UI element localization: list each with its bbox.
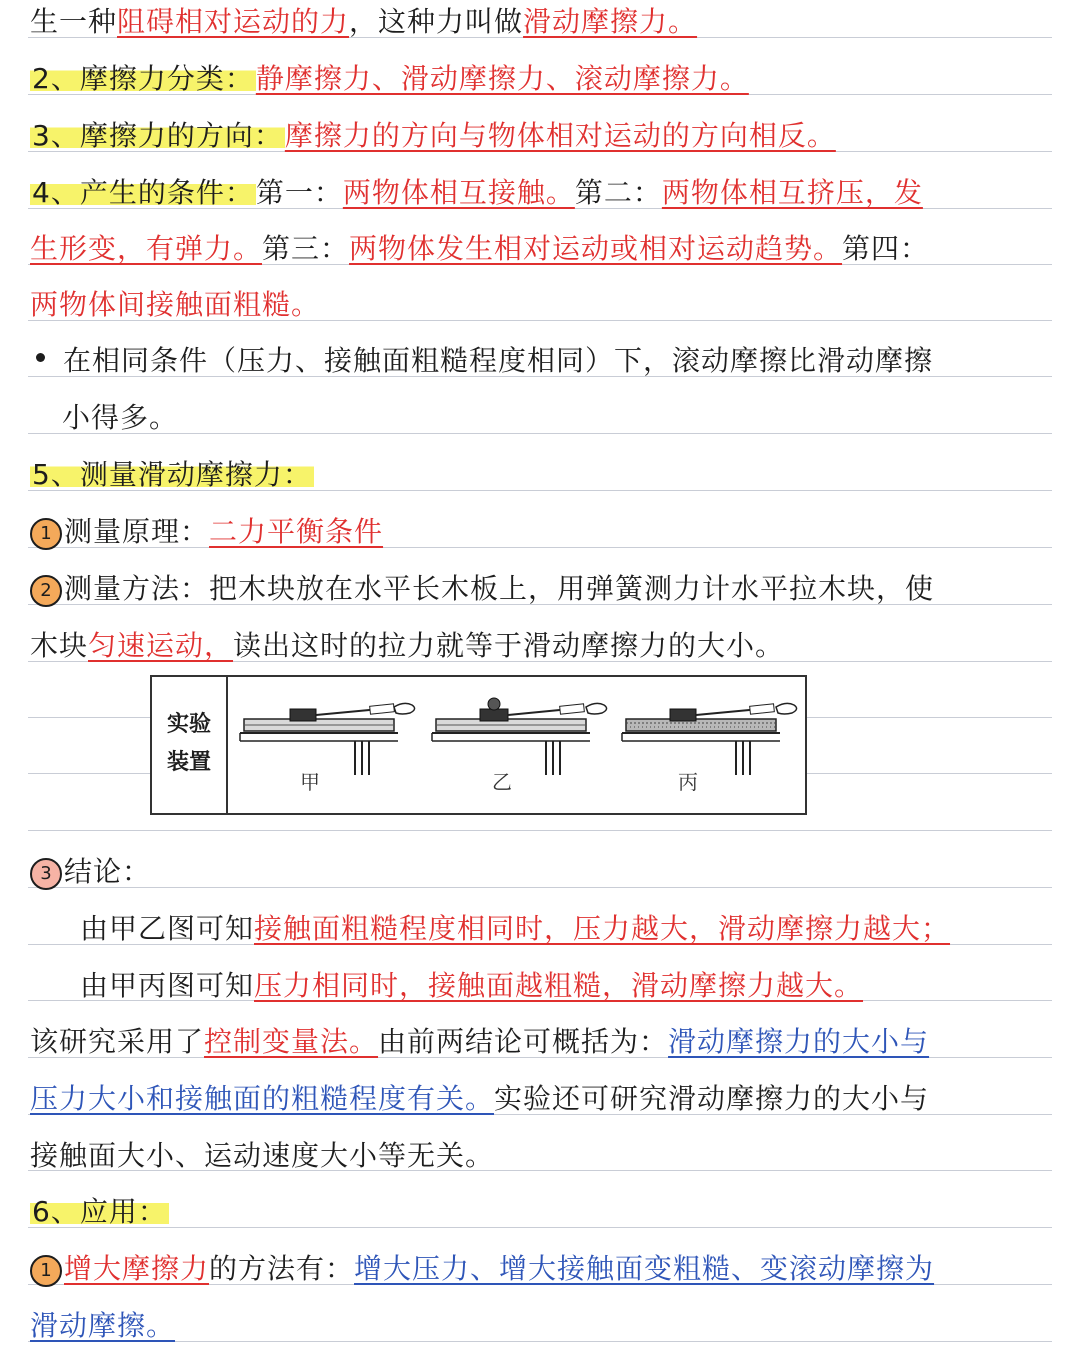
line-10 [30,512,1050,552]
answer-red: 两物体相互接触。 [342,176,575,209]
answer-blue: 压力大小和接触面的粗糙程度有关。 [30,1082,495,1115]
text: 第一： [255,176,343,209]
answer-red: 阻碍相对运动的力 [117,5,350,38]
line-18 [30,1136,1050,1176]
text: 结论： [64,855,152,888]
line-3 [30,116,1050,156]
answer-red: 匀速运动， [88,629,234,662]
text: 第三： [262,232,350,265]
answer-red: 两物体相互挤压，发 [661,176,923,209]
answer-red: 压力相同时，接触面越粗糙，滑动摩擦力越大。 [254,969,864,1002]
line-6 [30,285,1050,325]
highlighted-heading: 2、摩擦力分类： [32,62,254,95]
answer-blue: 增大压力、增大接触面变粗糙、变滚动摩擦为 [354,1252,935,1285]
answer-red: 滑动摩擦力。 [523,5,698,38]
caption-bing: 丙 [678,770,698,794]
line-21 [30,1306,1050,1346]
text: 由甲乙图可知 [80,912,255,945]
apparatus-yi [432,698,607,794]
bullet-icon [36,353,45,362]
text: 在相同条件（压力、接触面粗糙程度相同）下，滚动摩擦比滑动摩擦 [63,344,934,377]
figure-label-line: 装置 [166,749,211,775]
text: 木块 [30,629,89,662]
circled-number-icon: 2 [30,575,62,607]
line-5 [30,229,1050,269]
line-12 [30,626,1050,666]
apparatus-jia [240,703,415,794]
text: 测量方法：把木块放在水平长木板上，用弹簧测力计水平拉木块，使 [64,572,935,605]
text: 测量原理： [64,515,210,548]
answer-red: 静摩擦力、滑动摩擦力、滚动摩擦力。 [255,62,749,95]
answer-red: 摩擦力的方向与物体相对运动的方向相反。 [284,119,836,152]
line-15 [80,966,1080,1006]
line-9 [30,455,1050,495]
answer-red: 两物体发生相对运动或相对运动趋势。 [349,232,843,265]
line-16 [30,1022,1050,1062]
text: 接触面大小、运动速度大小等无关。 [30,1139,495,1172]
caption-jia: 甲 [300,770,320,794]
circled-number-icon: 3 [30,858,62,890]
line-19 [30,1192,1050,1232]
line-4 [30,173,1050,213]
answer-red: 二力平衡条件 [209,515,384,548]
line-11 [30,569,1050,609]
answer-red: 接触面粗糙程度相同时，压力越大，滑动摩擦力越大； [254,912,951,945]
text: 该研究采用了 [30,1025,205,1058]
line-13 [30,852,1050,892]
experiment-figure [150,675,807,815]
line-7 [30,341,1050,381]
line-17 [30,1079,1050,1119]
text: 第四： [842,232,930,265]
highlighted-heading: 5、测量滑动摩擦力： [32,458,312,491]
apparatus-drawings [230,677,805,813]
circled-number-icon: 1 [30,518,62,550]
caption-yi: 乙 [492,770,512,794]
answer-red: 生形变，有弹力。 [30,232,263,265]
highlighted-heading: 3、摩擦力的方向： [32,119,283,152]
text: 生一种 [30,5,118,38]
answer-red: 两物体间接触面粗糙。 [30,288,321,321]
line-2 [30,59,1050,99]
line-14 [80,909,1080,949]
highlighted-heading: 4、产生的条件： [32,176,254,209]
highlighted-heading: 6、应用： [32,1195,167,1228]
text: 小得多。 [62,401,179,434]
answer-red: 控制变量法。 [204,1025,379,1058]
text: 由甲丙图可知 [80,969,255,1002]
text: ，这种力叫做 [349,5,524,38]
answer-red: 增大摩擦力 [64,1252,210,1285]
text: 的方法有： [209,1252,355,1285]
apparatus-bing [622,703,797,794]
text: 读出这时的拉力就等于滑动摩擦力的大小。 [233,629,785,662]
line-8 [62,398,1080,438]
circled-number-icon: 1 [30,1255,62,1287]
text: 第二： [574,176,662,209]
answer-blue: 滑动摩擦力的大小与 [668,1025,930,1058]
line-20 [30,1249,1050,1289]
figure-label [152,677,228,813]
figure-label-line: 实验 [166,711,211,737]
answer-blue: 滑动摩擦。 [30,1309,176,1342]
line-1 [30,2,1050,42]
text: 由前两结论可概括为： [378,1025,669,1058]
text: 实验还可研究滑动摩擦力的大小与 [494,1082,930,1115]
